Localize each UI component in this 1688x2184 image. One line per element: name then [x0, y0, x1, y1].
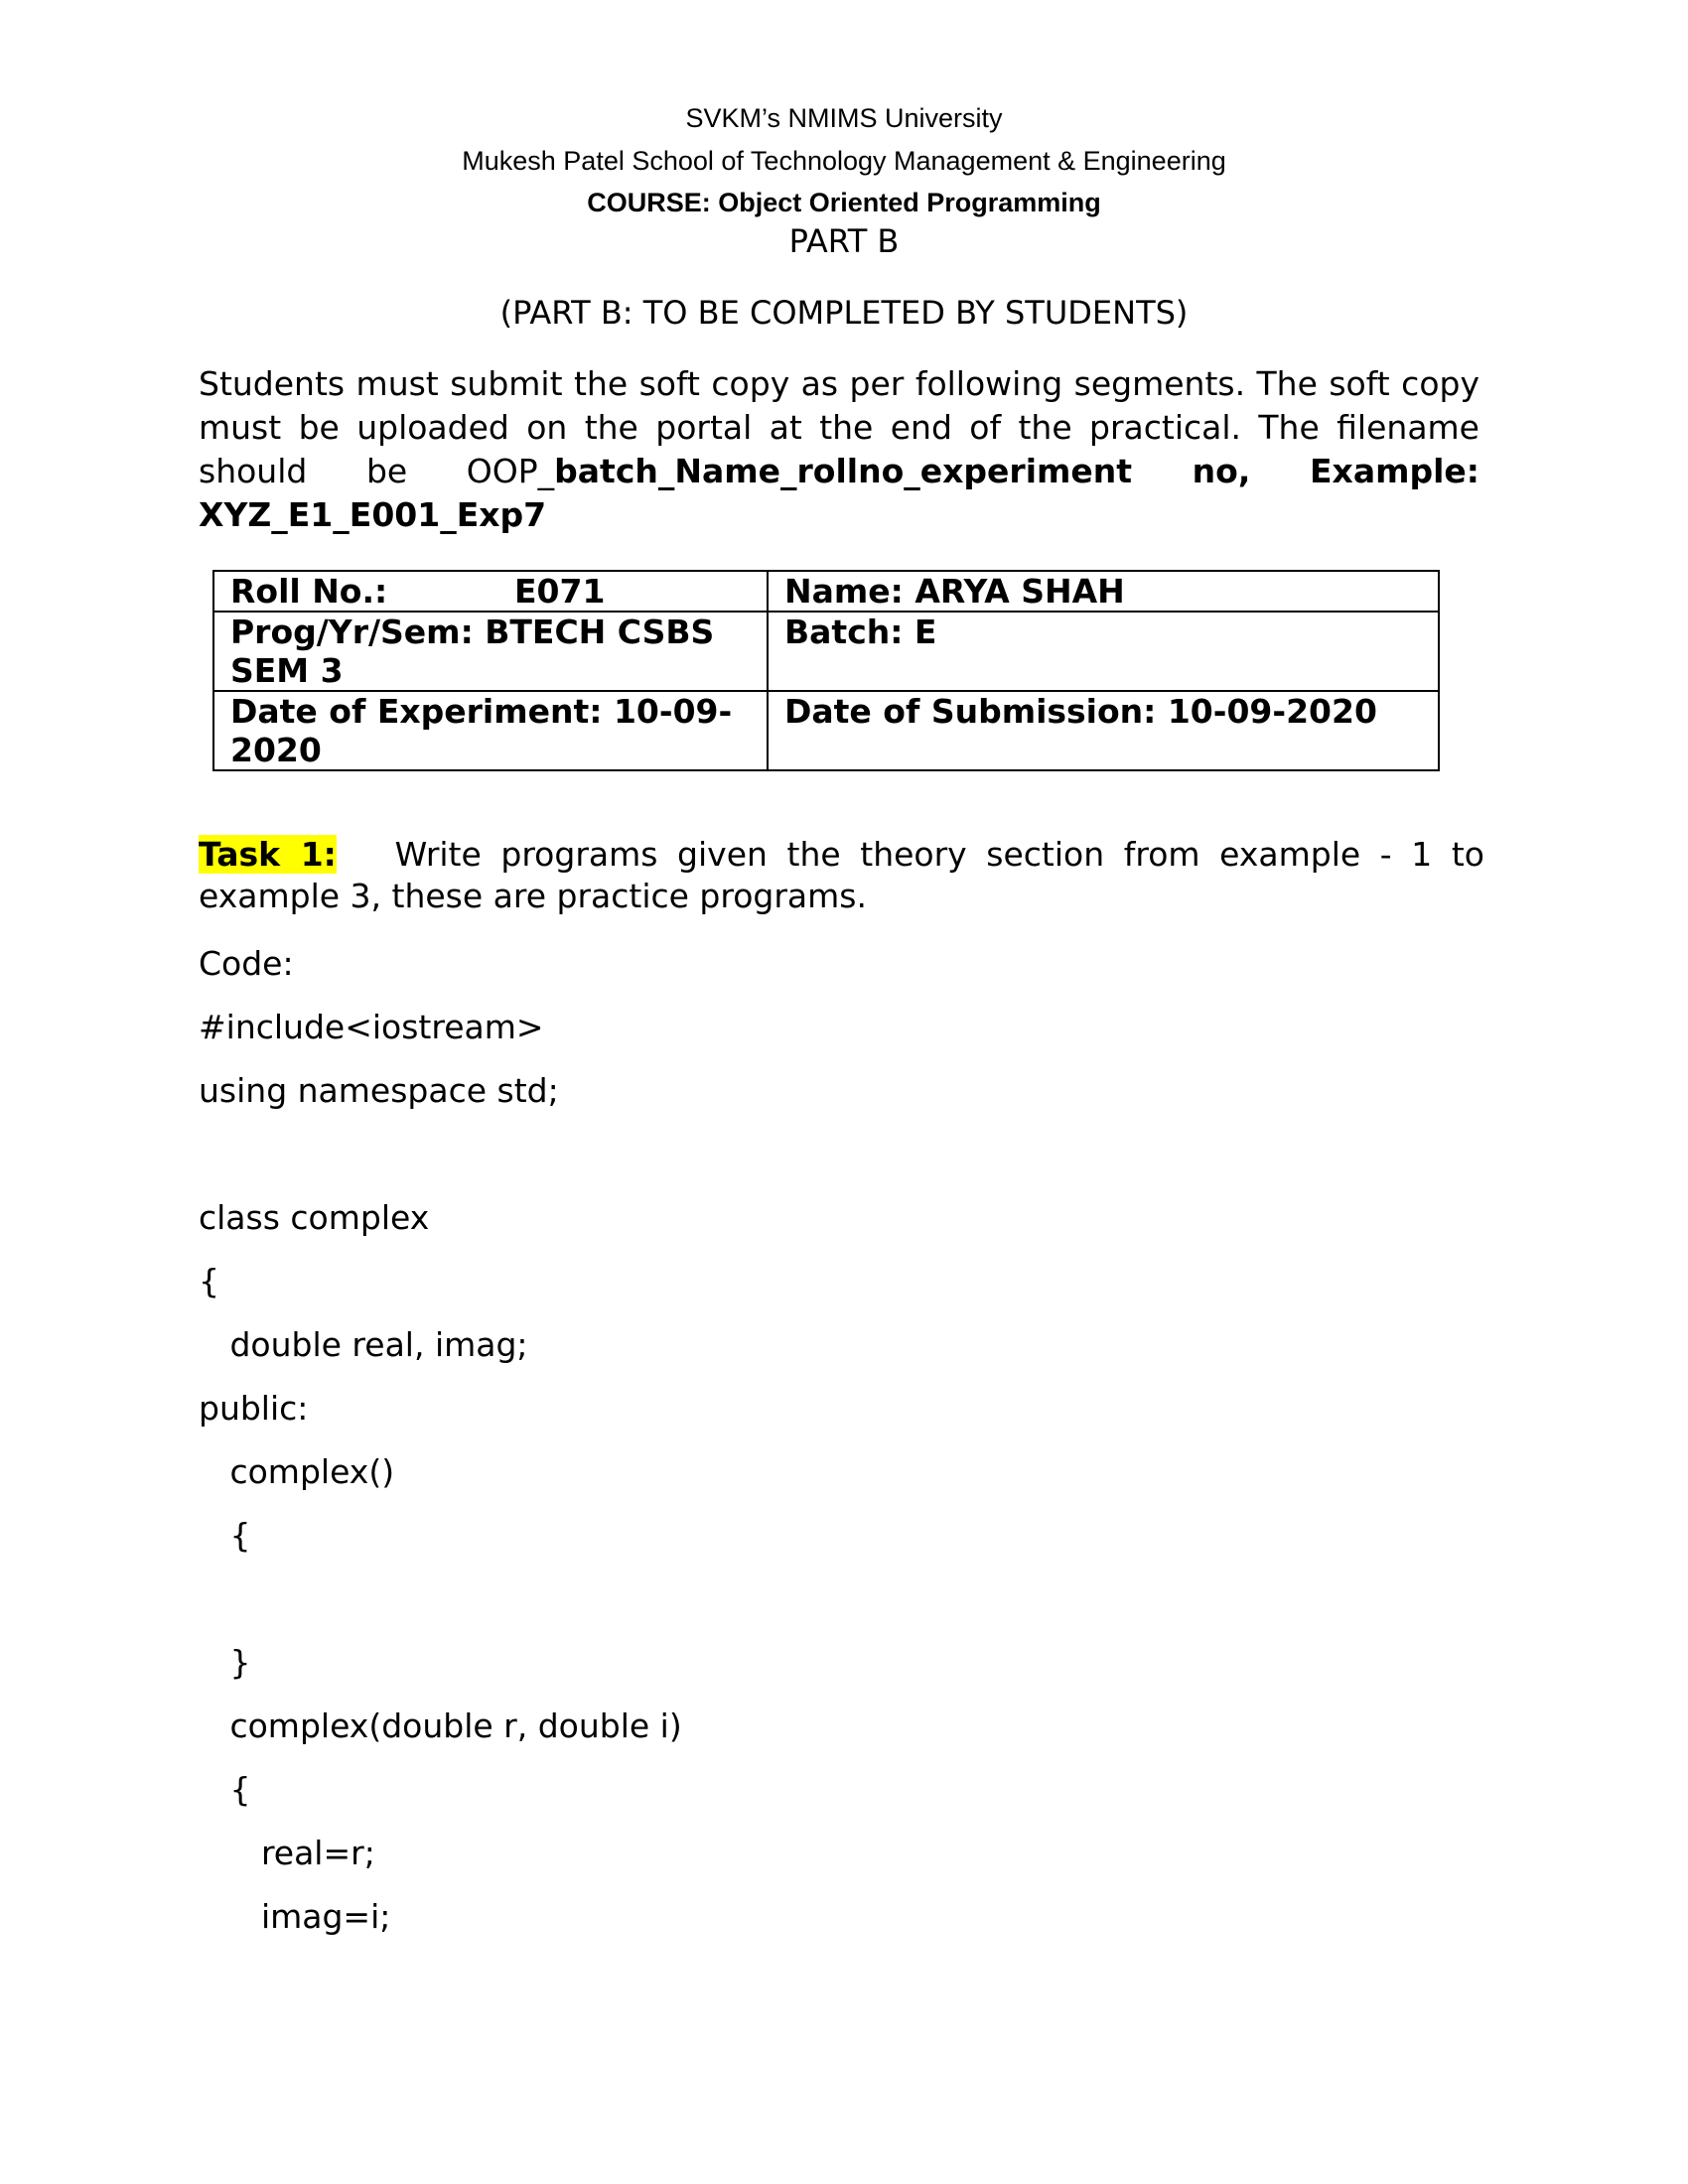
program-cell: Prog/Yr/Sem: BTECH CSBS SEM 3 [213, 612, 768, 691]
school-name: Mukesh Patel School of Technology Management & Engineering [462, 146, 1226, 176]
student-info-table [212, 570, 1440, 771]
roll-number-cell [213, 571, 768, 612]
task-1 [199, 834, 1484, 917]
code-line: { [199, 1770, 251, 1809]
code-line: class complex [199, 1198, 430, 1237]
roll-value: E071 [514, 572, 606, 611]
code-line: { [199, 1516, 251, 1555]
part-subtitle: (PART B: TO BE COMPLETED BY STUDENTS) [499, 294, 1189, 332]
code-line: { [199, 1262, 219, 1300]
batch-cell: Batch: E [768, 612, 1439, 691]
code-line: public: [199, 1389, 309, 1428]
code-label: Code: [199, 944, 294, 983]
example-label: Example: [1310, 452, 1479, 490]
code-line: using namespace std; [199, 1071, 559, 1110]
course-title: COURSE: Object Oriented Programming [587, 188, 1101, 217]
code-line: complex(double r, double i) [199, 1706, 682, 1745]
roll-label: Roll No.: [230, 572, 388, 611]
table-row [213, 691, 1439, 770]
table-row [213, 571, 1439, 612]
instructions-line-2: must be uploaded on the portal at the end of the practical. The filename [199, 408, 1479, 447]
filename-example: XYZ_E1_E001_Exp7 [199, 495, 547, 534]
filename-prefix: should be OOP_ [199, 452, 555, 490]
code-line: } [199, 1643, 251, 1682]
task-1-text: Write programs given the theory section from example - 1 to example 3, these are practice programs. [199, 835, 1484, 915]
part-title: PART B [788, 222, 900, 260]
name-cell: Name: ARYA SHAH [768, 571, 1439, 612]
code-line: #include<iostream> [199, 1008, 544, 1046]
instructions-line-3 [199, 450, 1479, 493]
code-line: complex() [199, 1452, 395, 1491]
task-1-label: Task 1: [199, 835, 337, 874]
code-line: imag=i; [199, 1897, 391, 1936]
instructions-line-1: Students must submit the soft copy as per following segments. The soft copy [199, 364, 1479, 403]
university-name: SVKM’s NMIMS University [685, 103, 1003, 133]
code-line: double real, imag; [199, 1325, 528, 1364]
code-line: real=r; [199, 1834, 375, 1872]
date-of-experiment-cell: Date of Experiment: 10-09-2020 [213, 691, 768, 770]
table-row [213, 612, 1439, 691]
date-of-submission-cell: Date of Submission: 10-09-2020 [768, 691, 1439, 770]
filename-pattern: batch_Name_rollno_experiment no, [554, 452, 1251, 490]
